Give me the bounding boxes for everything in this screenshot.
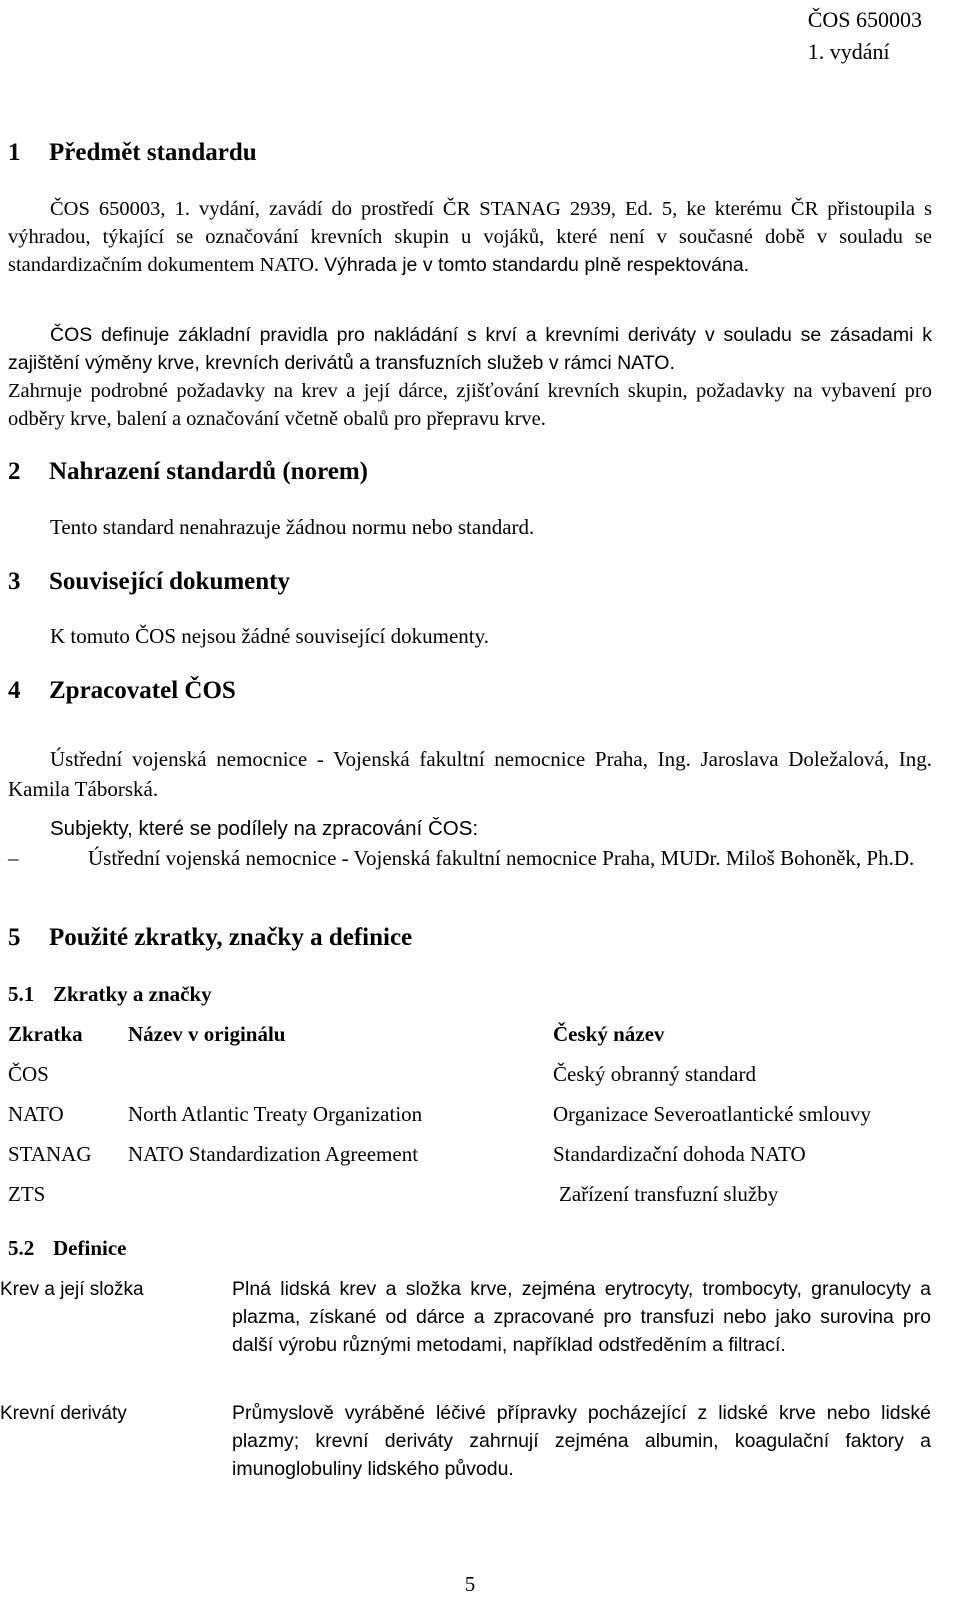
- section-1-paragraph-2: ČOS definuje základní pravidla pro nakládání s krví a krevními deriváty v souladu se zásadami k zajištění výměny krve, krevních derivátů a transfuzních služeb v rámci NATO.: [8, 324, 932, 374]
- section-1-paragraph-3: Zahrnuje podrobné požadavky na krev a její dárce, zjišťování krevních skupin, požadavky na vybavení pro odběry krve, balení a označování včetně obalů pro přepravu krve.: [8, 380, 932, 430]
- section-3-text: K tomuto ČOS nejsou žádné související dokumenty.: [50, 624, 490, 648]
- subsection-number: 5.1: [8, 982, 35, 1006]
- section-number: 4: [8, 677, 21, 704]
- section-2-text: Tento standard nenahrazuje žádnou normu nebo standard.: [50, 515, 535, 539]
- table-cell: Zařízení transfuzní služby: [559, 1182, 779, 1206]
- subsection-5-1-heading: [8, 982, 212, 1007]
- section-5-heading: [8, 924, 412, 952]
- table-cell: North Atlantic Treaty Organization: [128, 1102, 423, 1126]
- table-cell: NATO: [8, 1102, 64, 1126]
- definition-term: Krevní deriváty: [0, 1403, 127, 1424]
- table-row: [8, 1176, 938, 1216]
- section-title: Zpracovatel ČOS: [49, 677, 236, 704]
- table-cell: STANAG: [8, 1142, 92, 1166]
- table-cell: Český obranný standard: [553, 1062, 756, 1086]
- definition-description: Plná lidská krev a složka krve, zejména erytrocyty, trombocyty, granulocyty a plazma, získané od dárce a zpracované pro transfuzi nebo jako surovina pro další výrobu různými metodami, například odstředěním a filtrací.: [232, 1278, 931, 1356]
- table-row: [8, 1136, 938, 1176]
- paragraph-text: ČOS 650003, 1. vydání, zavádí do prostředí ČR STANAG 2939, Ed. 5, ke kterému ČR přistoupila s výhradou, týkající se označování krevních skupin u vojáků, které není v současné době v souladu se standardizačním dokumentem NATO.: [8, 198, 932, 276]
- subsection-title: Zkratky a značky: [53, 982, 212, 1006]
- abbreviations-table: [8, 1016, 938, 1216]
- table-cell: Organizace Severoatlantické smlouvy: [553, 1102, 871, 1126]
- dash-bullet: –: [8, 846, 19, 870]
- section-number: 3: [8, 568, 21, 595]
- subsection-5-2-heading: [8, 1236, 126, 1261]
- section-number: 1: [8, 139, 21, 166]
- table-row: [8, 1096, 938, 1136]
- table-cell: ZTS: [8, 1182, 46, 1206]
- section-1-paragraph-1: [8, 195, 932, 279]
- definition-description: Průmyslově vyráběné léčivé přípravky pocházející z lidské krve nebo lidské plazmy; krevní deriváty zahrnují zejména albumin, koagulační faktory a imunoglobuliny lidského původu.: [232, 1402, 931, 1480]
- section-1-heading: [8, 139, 257, 167]
- table-cell: Standardizační dohoda NATO: [553, 1142, 806, 1166]
- column-header: Název v originálu: [128, 1022, 286, 1046]
- subsection-number: 5.2: [8, 1236, 35, 1260]
- column-header: Český název: [553, 1022, 665, 1046]
- section-title: Nahrazení standardů (norem): [49, 458, 368, 485]
- edition: 1. vydání: [807, 39, 890, 64]
- section-number: 2: [8, 458, 21, 485]
- section-title: Předmět standardu: [49, 139, 257, 166]
- table-cell: ČOS: [8, 1062, 49, 1086]
- paragraph-text-sans: Výhrada je v tomto standardu plně respektována.: [324, 254, 750, 276]
- subject-item-text: Ústřední vojenská nemocnice - Vojenská fakultní nemocnice Praha, MUDr. Miloš Bohoněk, Ph.D.: [88, 846, 915, 870]
- table-header-row: [8, 1016, 938, 1056]
- section-4-text: Ústřední vojenská nemocnice - Vojenská fakultní nemocnice Praha, Ing. Jaroslava Doležalová, Ing. Kamila Táborská.: [8, 747, 932, 801]
- subject-list-item: [8, 843, 932, 873]
- doc-id: ČOS 650003: [807, 7, 922, 32]
- column-header: Zkratka: [8, 1022, 83, 1046]
- table-row: [8, 1056, 938, 1096]
- section-title: Použité zkratky, značky a definice: [49, 924, 413, 951]
- definition-term: Krev a její složka: [0, 1279, 144, 1300]
- section-title: Související dokumenty: [49, 568, 291, 595]
- subjects-label: Subjekty, které se podílely na zpracování ČOS:: [50, 817, 479, 840]
- section-4-heading: [8, 677, 236, 705]
- table-cell: NATO Standardization Agreement: [128, 1142, 419, 1166]
- subsection-title: Definice: [53, 1236, 127, 1260]
- section-number: 5: [8, 924, 21, 951]
- page-header: [808, 4, 922, 68]
- page-number: 5: [464, 1572, 476, 1596]
- section-2-heading: [8, 458, 368, 486]
- section-3-heading: [8, 568, 290, 596]
